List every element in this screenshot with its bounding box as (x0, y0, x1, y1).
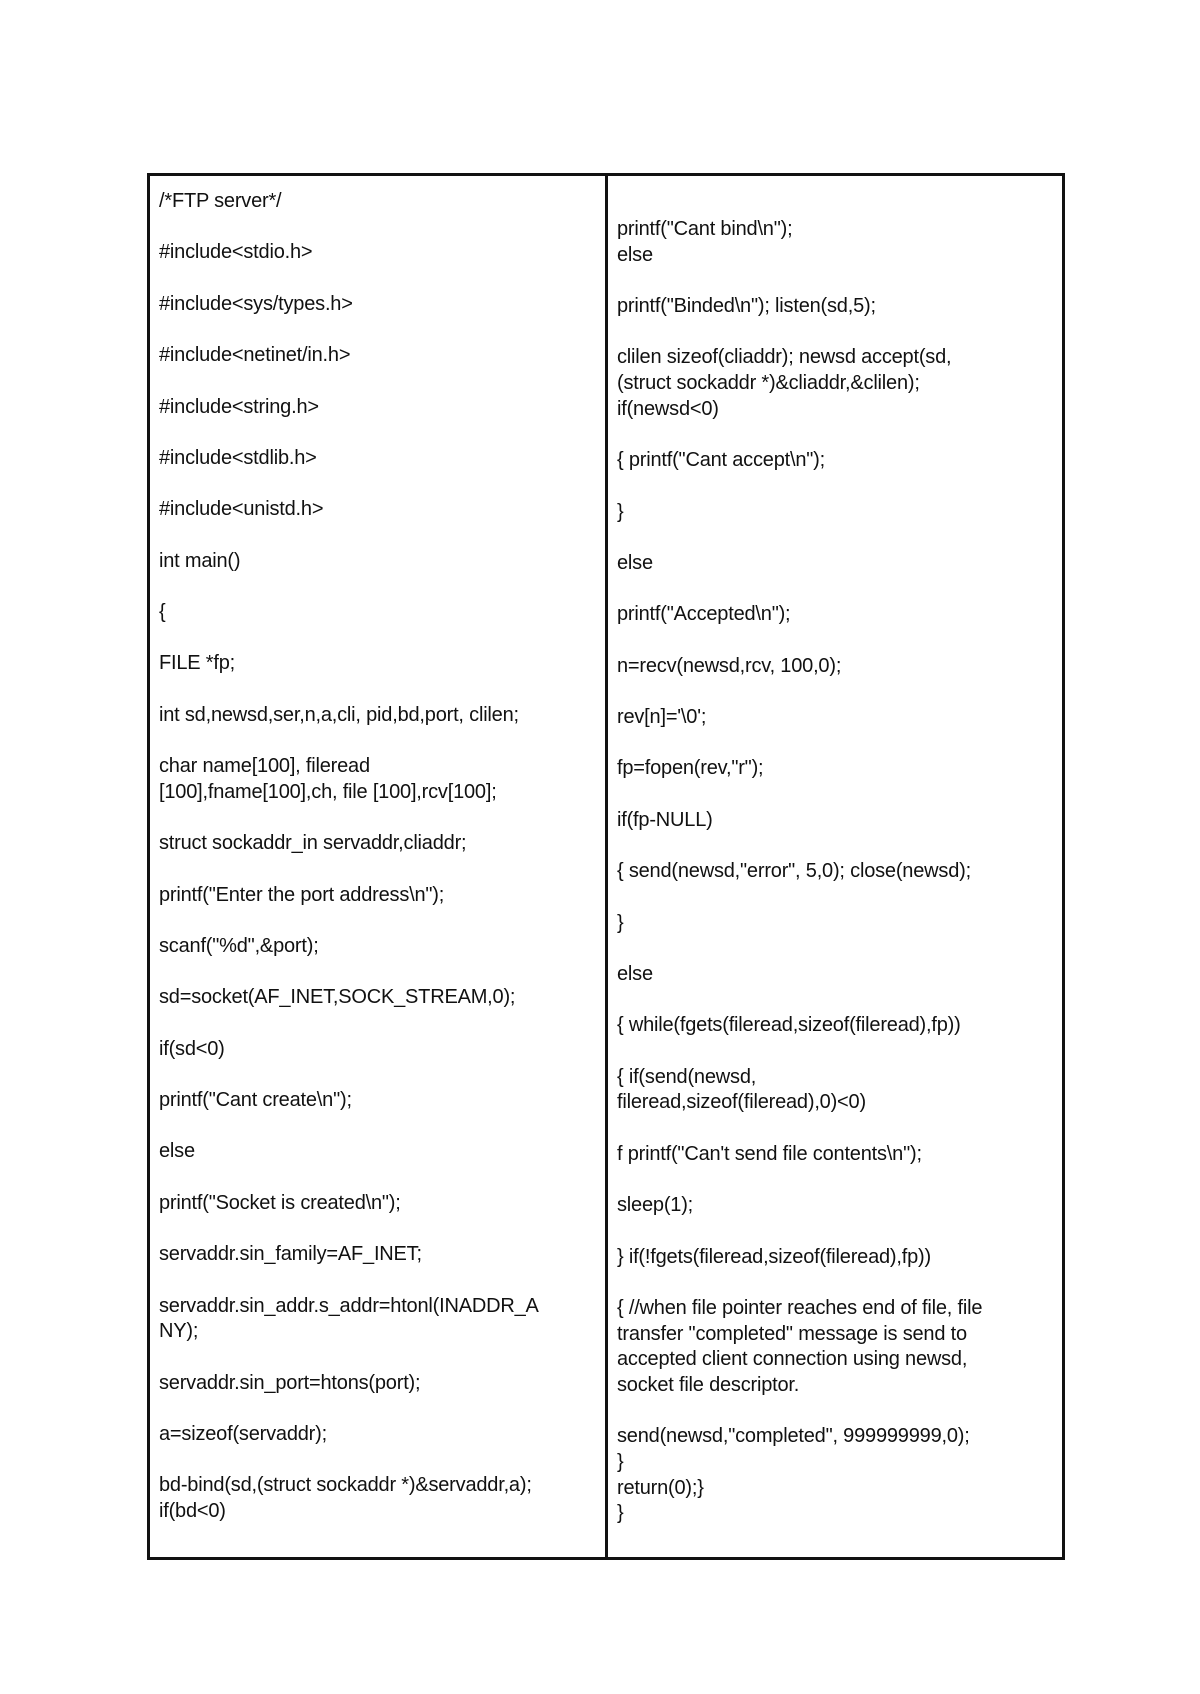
code-line: transfer "completed" message is send to (617, 1322, 967, 1345)
code-line: servaddr.sin_port=htons(port); (159, 1371, 421, 1394)
code-line: scanf("%d",&port); (159, 934, 319, 957)
code-line (617, 1116, 1056, 1142)
code-line: printf("Socket is created\n"); (159, 1191, 401, 1214)
code-line: { //when file pointer reaches end of file, file (617, 1296, 983, 1319)
code-line: fileread,sizeof(fileread),0)<0) (617, 1091, 866, 1114)
code-line: } (617, 500, 624, 523)
code-line: bd-bind(sd,(struct sockaddr *)&servaddr,a); (159, 1474, 532, 1497)
code-line: printf("Enter the port address\n"); (159, 883, 445, 906)
code-line (159, 215, 599, 241)
code-line (159, 626, 599, 652)
code-line: servaddr.sin_addr.s_addr=htonl(INADDR_A (159, 1294, 539, 1317)
code-line (617, 1399, 1056, 1425)
code-line: if(fp-NULL) (617, 808, 713, 831)
code-line (617, 268, 1056, 294)
code-line: if(sd<0) (159, 1037, 225, 1060)
code-line: #include<stdlib.h> (159, 446, 317, 469)
code-line (617, 577, 1056, 603)
code-line: #include<unistd.h> (159, 498, 324, 521)
code-line: { send(newsd,"error", 5,0); close(newsd); (617, 860, 971, 883)
code-line: NY); (159, 1320, 199, 1343)
code-line (617, 320, 1056, 346)
code-line: [100],fname[100],ch, file [100],rcv[100]; (159, 780, 497, 803)
code-line: else (617, 551, 653, 574)
code-line (617, 731, 1056, 757)
code-line (159, 574, 599, 600)
code-table (147, 173, 1065, 1560)
code-line: { while(fgets(fileread,sizeof(fileread),fp)) (617, 1014, 961, 1037)
code-line: return(0);} (617, 1476, 704, 1499)
code-line: f printf("Can't send file contents\n"); (617, 1142, 922, 1165)
code-line (159, 857, 599, 883)
code-line (159, 1396, 599, 1422)
code-line: else (617, 962, 653, 985)
code-line: #include<netinet/in.h> (159, 344, 351, 367)
code-line: printf("Binded\n"); listen(sd,5); (617, 295, 876, 318)
code-line: { printf("Cant accept\n"); (617, 449, 825, 472)
code-line (159, 960, 599, 986)
code-line (617, 988, 1056, 1014)
code-line (617, 936, 1056, 962)
code-line: printf("Cant create\n"); (159, 1089, 352, 1112)
code-line: sleep(1); (617, 1194, 694, 1217)
code-column-right (608, 176, 1062, 1557)
code-line: if(newsd<0) (617, 397, 719, 420)
code-line (617, 525, 1056, 551)
code-line (617, 1039, 1056, 1065)
code-line: accepted client connection using newsd, (617, 1348, 968, 1371)
code-line (159, 806, 599, 832)
code-line (159, 728, 599, 754)
code-line: (struct sockaddr *)&cliaddr,&clilen); (617, 372, 920, 395)
code-line: else (159, 1140, 195, 1163)
code-line (159, 1114, 599, 1140)
code-line: servaddr.sin_family=AF_INET; (159, 1243, 422, 1266)
code-line: socket file descriptor. (617, 1373, 800, 1396)
code-line (159, 1345, 599, 1371)
code-line: printf("Cant bind\n"); (617, 218, 793, 240)
code-line (617, 423, 1056, 449)
code-line (159, 1165, 599, 1191)
code-line: /*FTP server*/ (159, 190, 282, 212)
code-line (159, 1011, 599, 1037)
code-line: rev[n]='\0'; (617, 706, 707, 729)
code-line: } if(!fgets(fileread,sizeof(fileread),fp)) (617, 1245, 931, 1268)
code-line: int sd,newsd,ser,n,a,cli, pid,bd,port, clilen; (159, 703, 519, 726)
code-line (159, 1448, 599, 1474)
code-line: #include<string.h> (159, 395, 319, 418)
code-line: char name[100], fileread (159, 755, 370, 778)
code-line (159, 677, 599, 703)
code-line (159, 1062, 599, 1088)
code-line: sd=socket(AF_INET,SOCK_STREAM,0); (159, 986, 516, 1009)
code-line (159, 317, 599, 343)
code-line: else (617, 243, 653, 266)
code-line (617, 1167, 1056, 1193)
code-line: { if(send(newsd, (617, 1065, 757, 1088)
code-line: if(bd<0) (159, 1500, 226, 1523)
code-line (617, 885, 1056, 911)
code-line (617, 628, 1056, 654)
code-line: #include<sys/types.h> (159, 292, 353, 315)
code-line: #include<stdio.h> (159, 241, 313, 264)
code-line (159, 369, 599, 395)
code-line (617, 474, 1056, 500)
code-line: a=sizeof(servaddr); (159, 1423, 327, 1445)
code-line: } (617, 911, 624, 934)
code-column-left (150, 176, 608, 1557)
code-line: FILE *fp; (159, 652, 236, 675)
code-line (159, 472, 599, 498)
code-line (159, 1217, 599, 1243)
code-line (159, 523, 599, 549)
code-line (159, 420, 599, 446)
code-line: printf("Accepted\n"); (617, 603, 791, 626)
code-line (159, 266, 599, 292)
code-line: } (617, 1502, 624, 1525)
code-line (617, 679, 1056, 705)
code-line: fp=fopen(rev,"r"); (617, 757, 764, 780)
code-line: send(newsd,"completed", 999999999,0); (617, 1425, 970, 1448)
code-line: int main() (159, 549, 241, 572)
code-line (159, 1268, 599, 1294)
code-line: n=recv(newsd,rcv, 100,0); (617, 654, 842, 677)
code-line (617, 782, 1056, 808)
code-line: struct sockaddr_in servaddr,cliaddr; (159, 832, 467, 855)
code-line: { (159, 601, 166, 623)
code-line (617, 1270, 1056, 1296)
code-line: clilen sizeof(cliaddr); newsd accept(sd, (617, 346, 952, 369)
code-line (159, 908, 599, 934)
code-line: } (617, 1451, 624, 1473)
code-line (617, 834, 1056, 860)
code-line (617, 1219, 1056, 1245)
